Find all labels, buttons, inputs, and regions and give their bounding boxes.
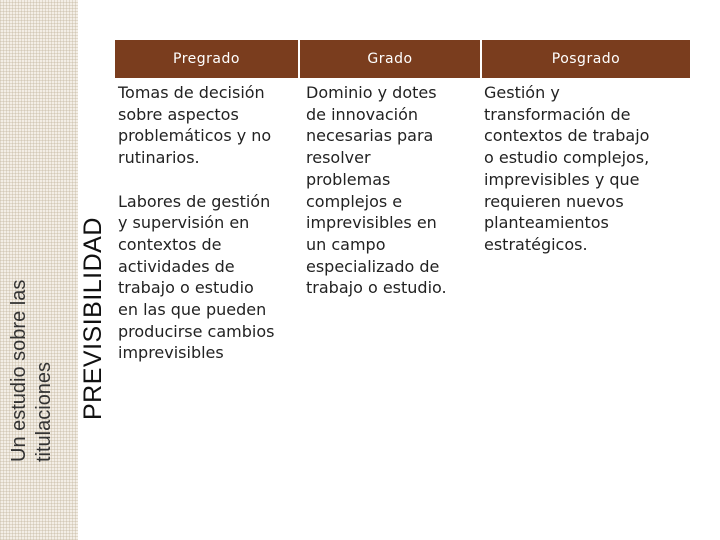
previsibilidad-label: PREVISIBILIDAD <box>79 217 107 420</box>
side-title: Un estudio sobre las titulaciones <box>8 279 55 462</box>
cell-grado: Dominio y dotes de innovación necesarias para resolver problemas complejos e imprevisibles en un campo especializado de trabajo o estudio. <box>306 83 447 298</box>
header-pregrado: Pregrado <box>115 40 298 78</box>
header-grado: Grado <box>300 40 480 78</box>
cell-posgrado: Gestión y transformación de contextos de trabajo o estudio complejos, imprevisibles y que requieren nuevos planteamientos estratégicos. <box>484 83 650 254</box>
header-posgrado: Posgrado <box>482 40 690 78</box>
cell-pregrado: Tomas de decisión sobre aspectos problemáticos y no rutinarios. Labores de gestión y supervisión en contextos de actividades de trabajo o estudio en las que pueden producirse cambios imprevisibles <box>118 83 275 363</box>
